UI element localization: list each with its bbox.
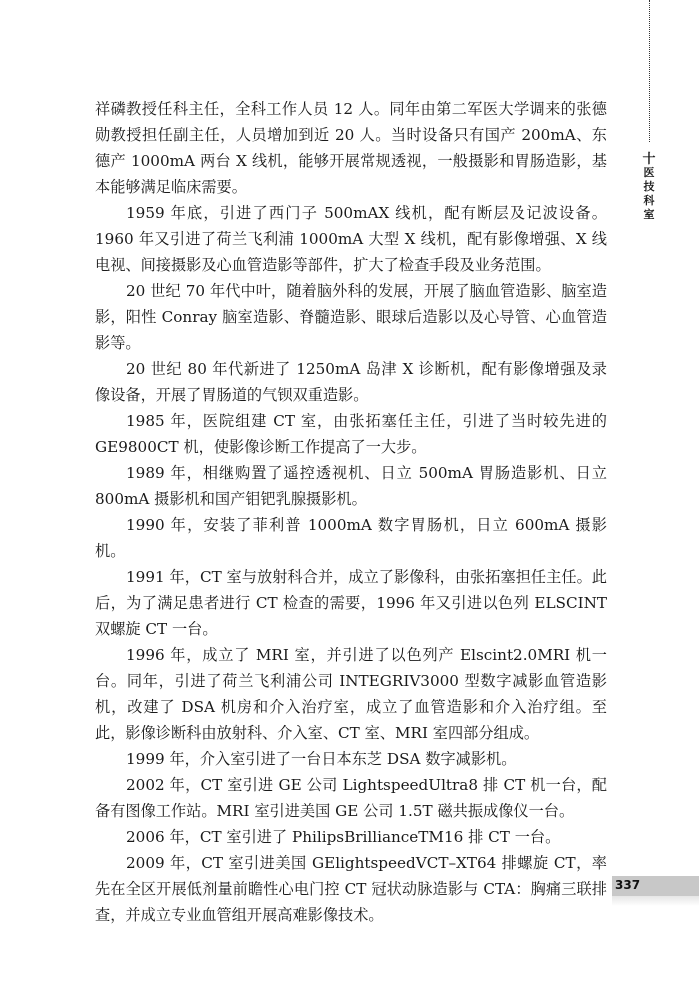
body-text [95,96,607,928]
chapter-title: 医 技 科 室 [643,166,655,221]
paragraph: 1990 年，安装了菲利普 1000mA 数字胃肠机，日立 600mA 摄影机。 [95,516,607,560]
paragraph: 祥磷教授任科主任，全科工作人员 12 人。同年由第二军医大学调来的张德勋教授担任副主任，人员增加到近 20 人。当时设备只有国产 200mA、东德产 1000mA 两台 X 线机，能够开展常规透视，一般摄影和胃肠造影，基本能够满足临床需要。 [95,100,607,196]
paragraph: 1991 年，CT 室与放射科合并，成立了影像科，由张拓塞担任主任。此后，为了满足患者进行 CT 检查的需要，1996 年又引进以色列 ELSCINT 双螺旋 CT 一台。 [95,568,607,638]
page-number-shadow [612,896,699,906]
paragraph: 1989 年，相继购置了遥控透视机、日立 500mA 胃肠造影机、日立 800mA 摄影机和国产钼钯乳腺摄影机。 [95,464,607,508]
paragraph: 1996 年，成立了 MRI 室，并引进了以色列产 Elscint2.0MRI 机一台。同年，引进了荷兰飞利浦公司 INTEGRIV3000 型数字减影血管造影机，改建了 DSA 机房和介入治疗室，成立了血管造影和介入治疗组。至此，影像诊断科由放射科、介入室、CT 室、MRI 室四部分组成。 [95,646,607,742]
side-dotted-rule [649,0,650,142]
paragraph: 20 世纪 70 年代中叶，随着脑外科的发展，开展了脑血管造影、脑室造影，阳性 Conray 脑室造影、脊髓造影、眼球后造影以及心导管、心血管造影等。 [95,282,607,352]
chapter-number: 十 [642,152,656,167]
paragraph: 1999 年，介入室引进了一台日本东芝 DSA 数字减影机。 [126,750,517,768]
paragraph: 20 世纪 80 年代新进了 1250mA 岛津 X 诊断机，配有影像增强及录像设备，开展了胃肠道的气钡双重造影。 [95,360,607,404]
page-number: 337 [615,878,641,892]
paragraph: 2002 年，CT 室引进 GE 公司 LightspeedUltra8 排 CT 机一台，配备有图像工作站。MRI 室引进美国 GE 公司 1.5T 磁共振成像仪一台。 [95,776,607,820]
paragraph: 2009 年，CT 室引进美国 GElightspeedVCT–XT64 排螺旋 CT，率先在全区开展低剂量前瞻性心电门控 CT 冠状动脉造影与 CTA：胸痛三联排查，并成立专业血管组开展高难影像技术。 [95,854,607,924]
paragraph: 1985 年，医院组建 CT 室，由张拓塞任主任，引进了当时较先进的 GE9800CT 机，使影像诊断工作提高了一大步。 [95,412,607,456]
paragraph: 2006 年，CT 室引进了 PhilipsBrillianceTM16 排 CT 一台。 [126,828,561,846]
paragraph: 1959 年底，引进了西门子 500mAX 线机，配有断层及记波设备。1960 年又引进了荷兰飞利浦 1000mA 大型 X 线机，配有影像增强、X 线电视、间接摄影及心血管造影等部件，扩大了检查手段及业务范围。 [95,204,607,274]
